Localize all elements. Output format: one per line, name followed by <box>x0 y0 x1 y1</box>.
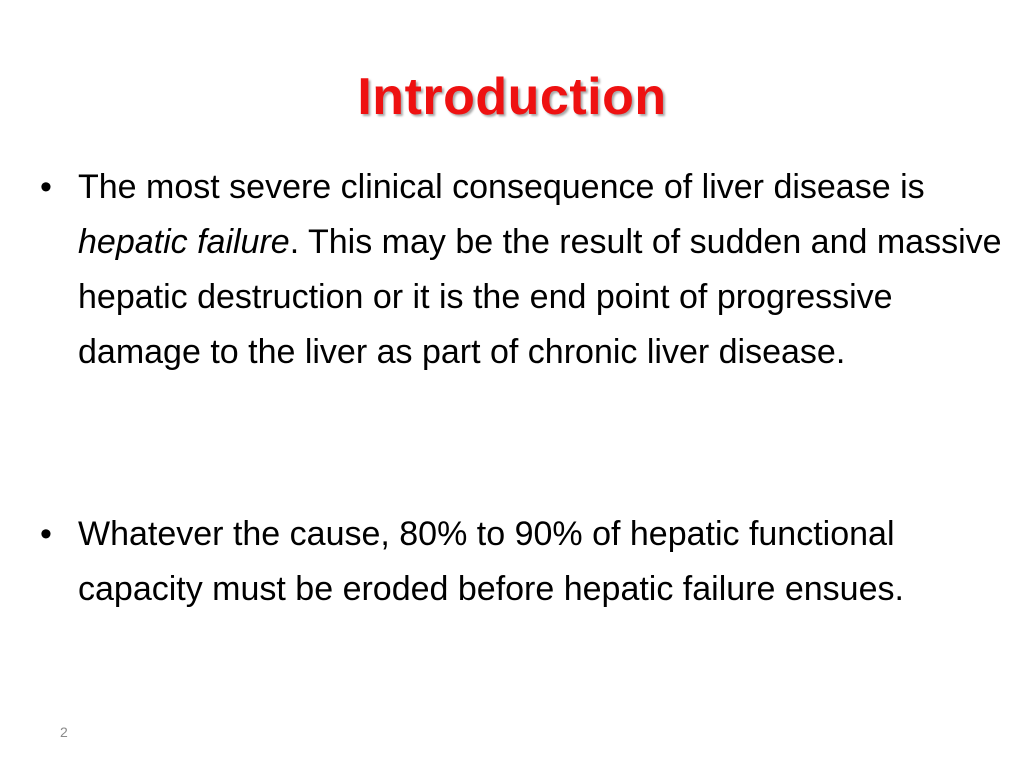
bullet-text: Whatever the cause, 80% to 90% of hepatic functional capacity must be eroded before hepatic failure ensues. <box>78 515 904 608</box>
bullet-text-part: . This may be the result of sudden and massive hepatic destruction or it is the end point of progressive damage to the liver as part of chronic liver disease. <box>78 223 1002 371</box>
bullet-text <box>78 160 1008 380</box>
bullet-text-part: The most severe clinical consequence of liver disease is <box>78 168 925 206</box>
page-number: 2 <box>60 724 68 740</box>
bullet-dot: • <box>40 515 52 553</box>
italic-term: hepatic failure <box>78 223 290 261</box>
slide-title: Introduction <box>357 68 667 126</box>
bullet-dot: • <box>40 168 52 206</box>
bullet-item-2 <box>40 507 1008 617</box>
bullet-item-1 <box>40 160 1008 380</box>
